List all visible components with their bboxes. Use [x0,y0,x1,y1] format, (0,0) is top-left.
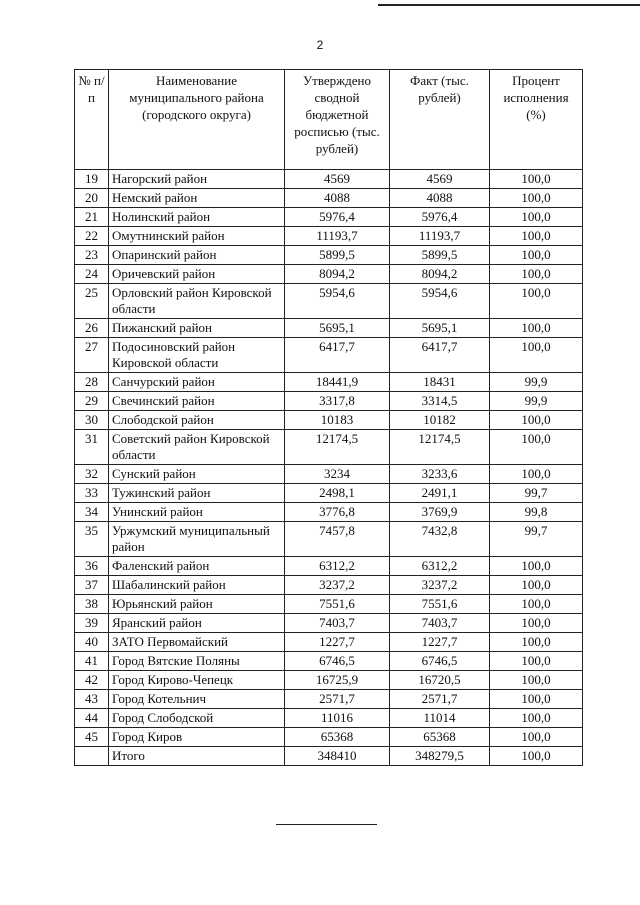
row-number: 45 [75,728,109,747]
table-row [75,484,583,503]
row-fact: 16720,5 [390,671,490,690]
row-percent: 100,0 [490,690,583,709]
row-approved: 6312,2 [285,557,390,576]
row-fact: 5695,1 [390,319,490,338]
row-fact: 4088 [390,189,490,208]
row-approved: 7551,6 [285,595,390,614]
row-percent: 100,0 [490,614,583,633]
row-name: Фаленский район [109,557,285,576]
row-approved: 2498,1 [285,484,390,503]
row-approved: 65368 [285,728,390,747]
row-name: Город Слободской [109,709,285,728]
row-name: Пижанский район [109,319,285,338]
row-number: 20 [75,189,109,208]
row-percent: 100,0 [490,747,583,766]
row-name: Нолинский район [109,208,285,227]
row-fact: 7551,6 [390,595,490,614]
table-body [75,170,583,766]
row-approved: 3234 [285,465,390,484]
row-number: 37 [75,576,109,595]
table-row [75,246,583,265]
row-approved: 16725,9 [285,671,390,690]
row-percent: 100,0 [490,430,583,465]
row-percent: 100,0 [490,170,583,189]
row-name: Тужинский район [109,484,285,503]
header-approved: Утверждено сводной бюджетной росписью (тыс. рублей) [285,70,390,170]
row-fact: 3314,5 [390,392,490,411]
row-percent: 99,8 [490,503,583,522]
row-approved: 6417,7 [285,338,390,373]
row-number: 44 [75,709,109,728]
table-row [75,595,583,614]
row-number: 26 [75,319,109,338]
table-row [75,227,583,246]
row-percent: 100,0 [490,709,583,728]
row-percent: 100,0 [490,246,583,265]
table-row [75,284,583,319]
row-name: Город Котельнич [109,690,285,709]
row-name: Унинский район [109,503,285,522]
row-number: 34 [75,503,109,522]
row-approved: 8094,2 [285,265,390,284]
row-percent: 100,0 [490,319,583,338]
row-number: 31 [75,430,109,465]
row-approved: 12174,5 [285,430,390,465]
row-fact: 6746,5 [390,652,490,671]
row-percent: 100,0 [490,652,583,671]
row-fact: 3233,6 [390,465,490,484]
table-row [75,208,583,227]
row-fact: 8094,2 [390,265,490,284]
row-fact: 10182 [390,411,490,430]
table-row [75,709,583,728]
row-name: Юрьянский район [109,595,285,614]
table-row [75,430,583,465]
row-name: Опаринский район [109,246,285,265]
row-fact: 11193,7 [390,227,490,246]
table-row [75,690,583,709]
row-name: ЗАТО Первомайский [109,633,285,652]
row-name: Подосиновский район Кировской области [109,338,285,373]
row-number: 28 [75,373,109,392]
row-percent: 99,7 [490,522,583,557]
row-fact: 3237,2 [390,576,490,595]
table-row [75,392,583,411]
table-total-row [75,747,583,766]
row-fact: 4569 [390,170,490,189]
row-number: 33 [75,484,109,503]
row-percent: 100,0 [490,557,583,576]
header-name: Наименование муниципального района (городского округа) [109,70,285,170]
row-name: Орловский район Кировской области [109,284,285,319]
row-name: Город Кирово-Чепецк [109,671,285,690]
row-number: 35 [75,522,109,557]
table-row [75,319,583,338]
row-fact: 18431 [390,373,490,392]
row-approved: 5954,6 [285,284,390,319]
row-fact: 5899,5 [390,246,490,265]
header-percent: Процент исполнения (%) [490,70,583,170]
row-percent: 100,0 [490,671,583,690]
row-percent: 99,9 [490,392,583,411]
table-row [75,652,583,671]
row-number: 40 [75,633,109,652]
table-row [75,522,583,557]
table-header-row [75,70,583,170]
row-number: 41 [75,652,109,671]
row-fact: 5954,6 [390,284,490,319]
row-percent: 100,0 [490,576,583,595]
row-number: 25 [75,284,109,319]
row-approved: 5899,5 [285,246,390,265]
row-fact: 12174,5 [390,430,490,465]
row-percent: 100,0 [490,633,583,652]
row-approved: 7457,8 [285,522,390,557]
row-number: 24 [75,265,109,284]
row-name: Оричевский район [109,265,285,284]
row-number: 23 [75,246,109,265]
budget-table [74,69,583,766]
row-number: 22 [75,227,109,246]
row-percent: 100,0 [490,728,583,747]
row-approved: 3317,8 [285,392,390,411]
row-approved: 7403,7 [285,614,390,633]
row-number: 43 [75,690,109,709]
row-fact: 65368 [390,728,490,747]
row-fact: 2491,1 [390,484,490,503]
row-percent: 100,0 [490,284,583,319]
row-approved: 10183 [285,411,390,430]
table-row [75,614,583,633]
row-fact: 1227,7 [390,633,490,652]
row-name: Слободской район [109,411,285,430]
row-approved: 3776,8 [285,503,390,522]
row-percent: 100,0 [490,208,583,227]
row-name: Нагорский район [109,170,285,189]
table-row [75,373,583,392]
row-number: 19 [75,170,109,189]
top-rule [378,4,640,6]
row-fact: 3769,9 [390,503,490,522]
row-fact: 11014 [390,709,490,728]
row-name: Город Вятские Поляны [109,652,285,671]
row-name: Советский район Кировской области [109,430,285,465]
row-name: Свечинский район [109,392,285,411]
row-number: 29 [75,392,109,411]
row-percent: 99,9 [490,373,583,392]
row-name: Немский район [109,189,285,208]
table-row [75,338,583,373]
row-percent: 100,0 [490,265,583,284]
table-row [75,465,583,484]
row-name: Санчурский район [109,373,285,392]
table-row [75,576,583,595]
bottom-rule [276,824,377,825]
table-row [75,189,583,208]
row-number: 30 [75,411,109,430]
table-row [75,728,583,747]
row-approved: 348410 [285,747,390,766]
table-row [75,633,583,652]
row-approved: 11016 [285,709,390,728]
row-percent: 100,0 [490,338,583,373]
row-approved: 5695,1 [285,319,390,338]
row-fact: 5976,4 [390,208,490,227]
row-fact: 6312,2 [390,557,490,576]
header-num: № п/п [75,70,109,170]
row-approved: 4569 [285,170,390,189]
row-name: Сунский район [109,465,285,484]
table-row [75,411,583,430]
table-row [75,671,583,690]
row-name: Яранский район [109,614,285,633]
row-fact: 2571,7 [390,690,490,709]
row-number: 42 [75,671,109,690]
row-percent: 99,7 [490,484,583,503]
row-number: 21 [75,208,109,227]
row-approved: 18441,9 [285,373,390,392]
row-percent: 100,0 [490,465,583,484]
row-approved: 1227,7 [285,633,390,652]
row-number: 38 [75,595,109,614]
row-name: Омутнинский район [109,227,285,246]
row-approved: 5976,4 [285,208,390,227]
row-fact: 6417,7 [390,338,490,373]
table-row [75,557,583,576]
row-number: 36 [75,557,109,576]
row-fact: 7432,8 [390,522,490,557]
row-percent: 100,0 [490,189,583,208]
row-name: Уржумский муниципальный район [109,522,285,557]
row-number: 32 [75,465,109,484]
row-name: Итого [109,747,285,766]
header-fact: Факт (тыс. рублей) [390,70,490,170]
table-row [75,170,583,189]
row-approved: 3237,2 [285,576,390,595]
row-number: 39 [75,614,109,633]
page-number: 2 [316,38,324,52]
table-row [75,503,583,522]
row-percent: 100,0 [490,595,583,614]
row-number: 27 [75,338,109,373]
row-percent: 100,0 [490,411,583,430]
row-number [75,747,109,766]
row-fact: 7403,7 [390,614,490,633]
row-name: Город Киров [109,728,285,747]
table-row [75,265,583,284]
row-percent: 100,0 [490,227,583,246]
row-approved: 11193,7 [285,227,390,246]
row-fact: 348279,5 [390,747,490,766]
row-approved: 4088 [285,189,390,208]
row-approved: 2571,7 [285,690,390,709]
row-name: Шабалинский район [109,576,285,595]
row-approved: 6746,5 [285,652,390,671]
